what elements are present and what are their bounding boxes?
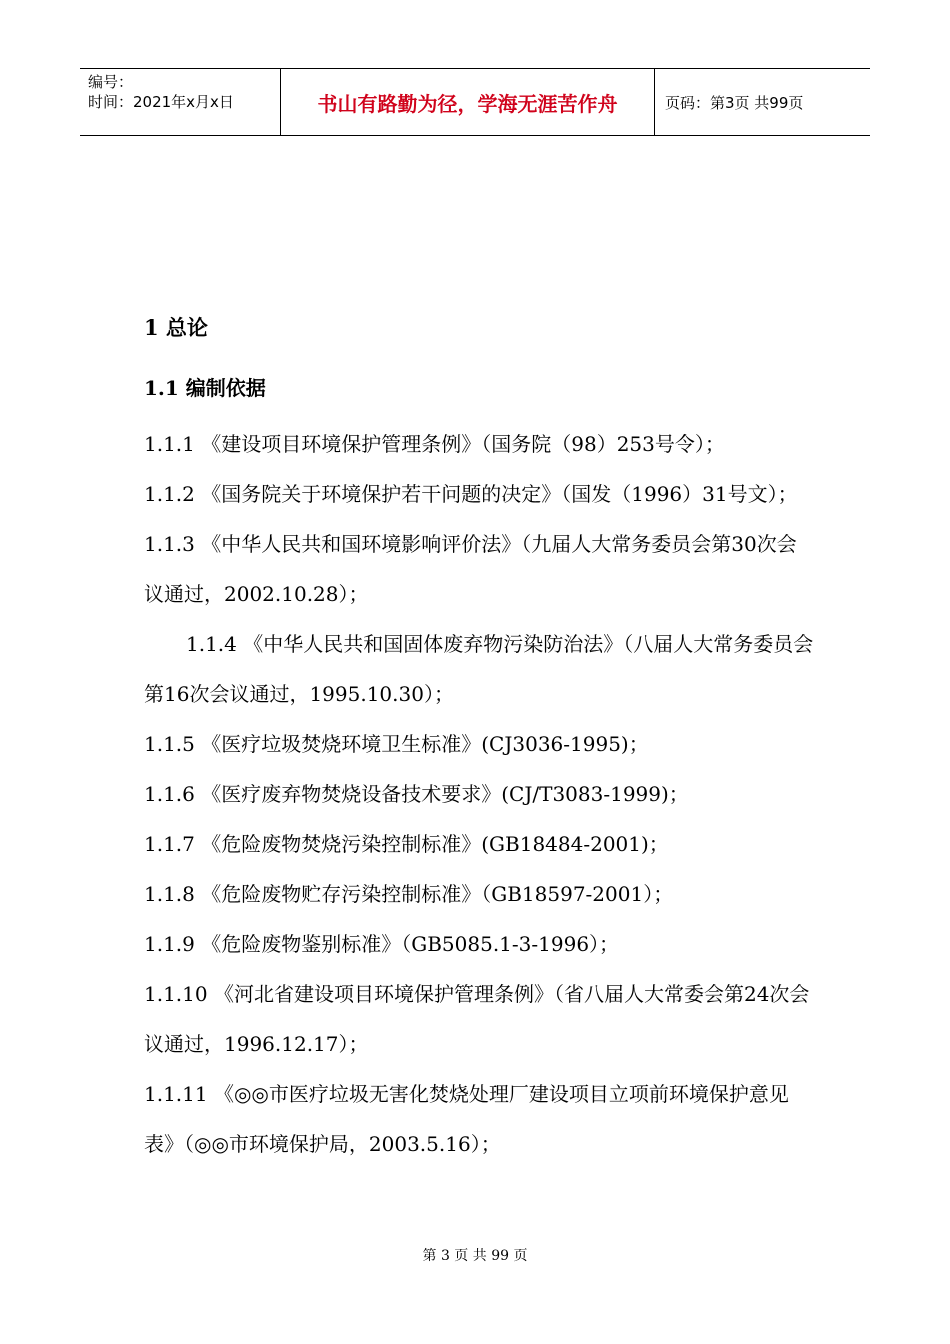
document-body xyxy=(144,305,814,1169)
list-item: 1.1.6 《医疗废弃物焚烧设备技术要求》(CJ/T3083-1999)； xyxy=(144,782,689,806)
header-page-info: 页码：第3页 共99页 xyxy=(665,93,804,112)
list-item: 1.1.4 《中华人民共和国固体废弃物污染防治法》（八届人大常务委员会第16次会议通过，1995.10.30）； xyxy=(144,632,814,706)
page-footer: 第 3 页 共 99 页 xyxy=(422,1248,528,1264)
list-item: 1.1.3 《中华人民共和国环境影响评价法》（九届人大常务委员会第30次会议通过，2002.10.28）； xyxy=(144,532,797,606)
section-title: 1 总论 xyxy=(144,315,208,340)
list-item: 1.1.1 《建设项目环境保护管理条例》（国务院（98）253号令）； xyxy=(144,432,725,456)
list-item: 1.1.10 《河北省建设项目环境保护管理条例》（省八届人大常委会第24次会议通过，1996.12.17）； xyxy=(144,982,810,1056)
list-item: 1.1.2 《国务院关于环境保护若干问题的决定》（国发（1996）31号文）； xyxy=(144,482,798,506)
header-meta xyxy=(80,69,281,135)
list-item: 1.1.5 《医疗垃圾焚烧环境卫生标准》(CJ3036-1995)； xyxy=(144,732,649,756)
list-item: 1.1.7 《危险废物焚烧污染控制标准》(GB18484-2001)； xyxy=(144,832,669,856)
document-time-label: 时间：2021年x月x日 xyxy=(88,93,234,111)
list-item: 1.1.9 《危险废物鉴别标准》（GB5085.1-3-1996）； xyxy=(144,932,620,956)
header-motto: 书山有路勤为径，学海无涯苦作舟 xyxy=(281,69,655,135)
document-number-label: 编号： xyxy=(88,73,134,91)
page-header xyxy=(80,68,870,136)
basis-list xyxy=(144,419,814,1169)
subsection-title: 1.1 编制依据 xyxy=(144,376,266,400)
list-item: 1.1.8 《危险废物贮存污染控制标准》（GB18597-2001）； xyxy=(144,882,674,906)
list-item: 1.1.11 《◎◎市医疗垃圾无害化焚烧处理厂建设项目立项前环境保护意见表》（◎◎市环境保护局，2003.5.16）； xyxy=(144,1082,789,1156)
